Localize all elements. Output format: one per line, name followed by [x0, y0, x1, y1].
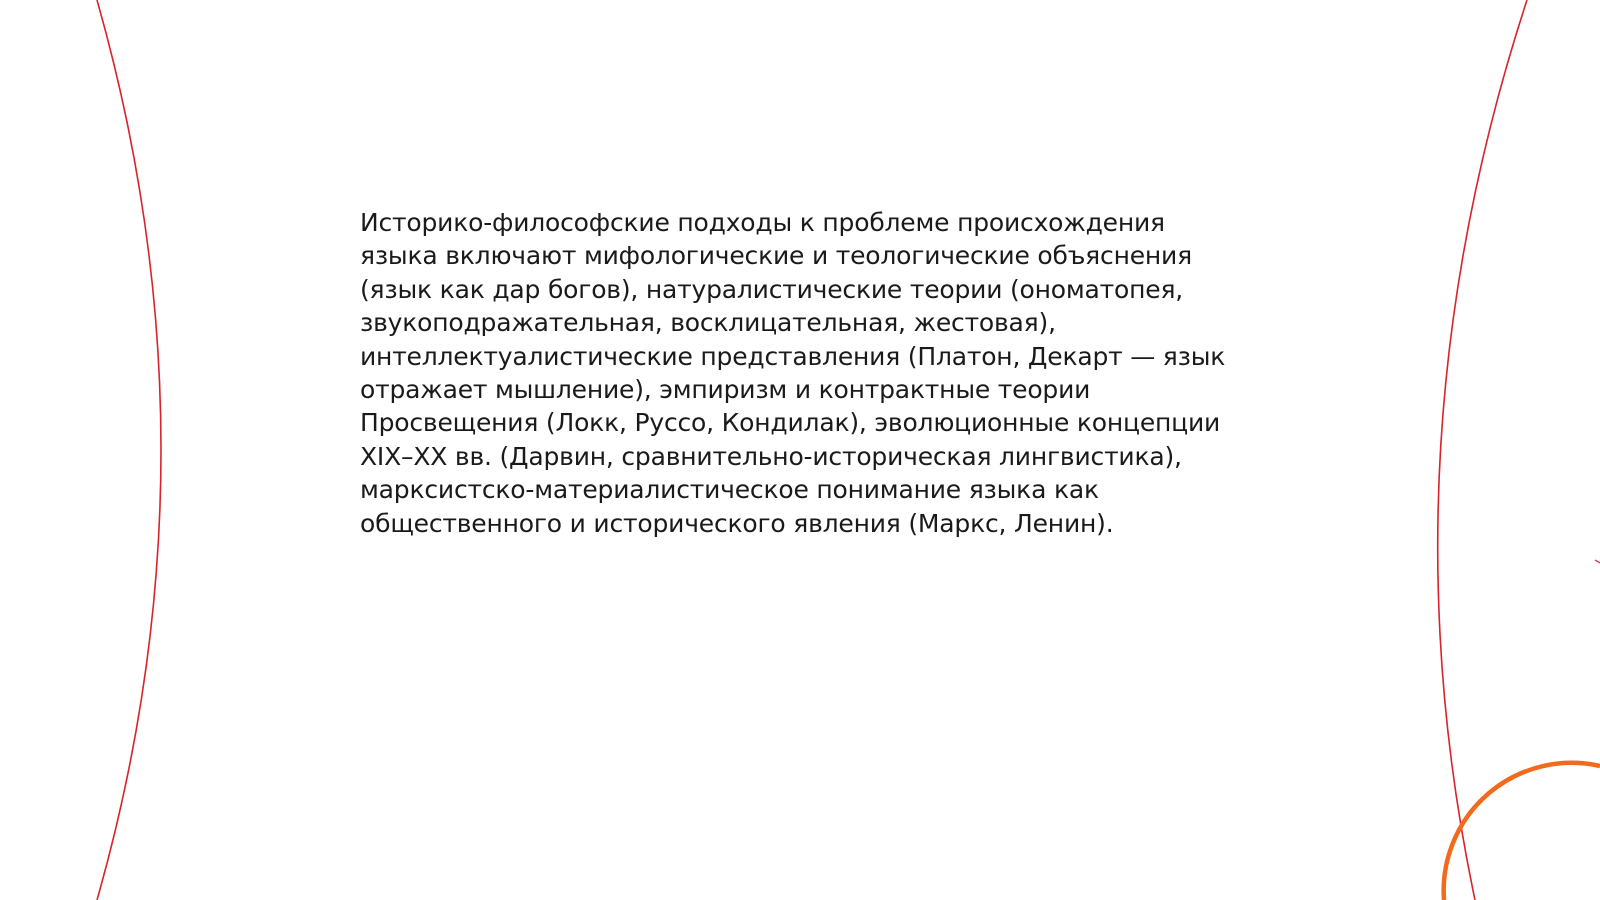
orange-arc	[1444, 763, 1600, 900]
left-curve-line	[97, 0, 161, 900]
right-curve-line	[1438, 0, 1527, 900]
edge-tick	[1595, 560, 1600, 563]
body-paragraph: Историко-философские подходы к проблеме происхождения языка включают мифологические и теологические объяснения (язык как дар богов), натуралистические теории (ономатопея, звукоподражательная, восклицательная, жестовая), интеллектуалистические представления (Платон, Декарт — язык отражает мышление), эмпиризм и контрактные теории Просвещения (Локк, Руссо, Кондилак), эволюционные концепции XIX–XX вв. (Дарвин, сравнительно-историческая лингвистика), марксистско-материалистическое понимание языка как общественного и исторического явления (Маркс, Ленин).	[360, 208, 1226, 538]
